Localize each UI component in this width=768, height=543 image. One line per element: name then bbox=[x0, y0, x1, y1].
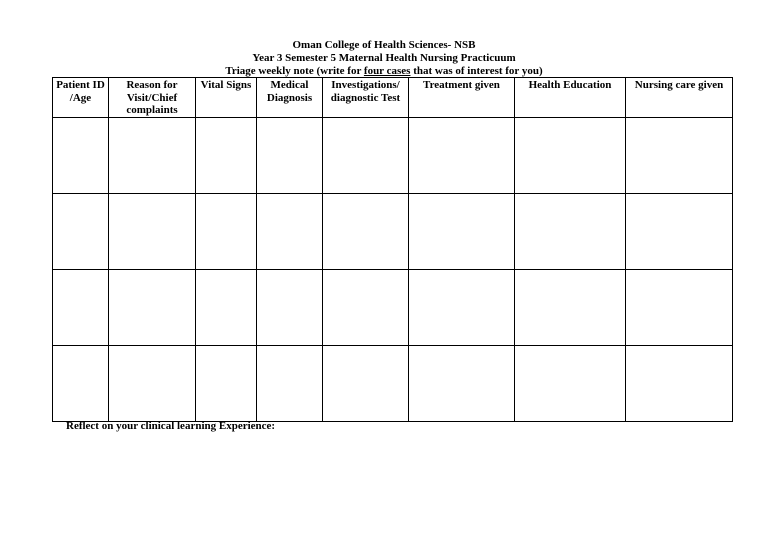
table-cell[interactable] bbox=[323, 118, 409, 194]
table-cell[interactable] bbox=[626, 194, 733, 270]
table-row bbox=[53, 270, 733, 346]
table-cell[interactable] bbox=[53, 118, 109, 194]
table-cell[interactable] bbox=[109, 194, 196, 270]
table-cell[interactable] bbox=[409, 118, 515, 194]
column-header-treatment: Treatment given bbox=[409, 78, 515, 118]
column-header-reason-for-visit: Reason for Visit/Chief complaints bbox=[109, 78, 196, 118]
table-header-row bbox=[53, 78, 733, 118]
column-header-vital-signs: Vital Signs bbox=[196, 78, 257, 118]
table-cell[interactable] bbox=[53, 194, 109, 270]
table-cell[interactable] bbox=[323, 346, 409, 422]
table-cell[interactable] bbox=[515, 270, 626, 346]
table-cell[interactable] bbox=[109, 118, 196, 194]
reflection-prompt: Reflect on your clinical learning Experience: bbox=[66, 420, 276, 432]
table-cell[interactable] bbox=[257, 194, 323, 270]
table-cell[interactable] bbox=[53, 346, 109, 422]
table-row bbox=[53, 118, 733, 194]
course-title: Year 3 Semester 5 Maternal Health Nursing Practicuum bbox=[252, 52, 516, 64]
table-cell[interactable] bbox=[515, 118, 626, 194]
instructions-underlined: four cases bbox=[363, 65, 411, 77]
table-cell[interactable] bbox=[626, 118, 733, 194]
table-cell[interactable] bbox=[626, 270, 733, 346]
table-cell[interactable] bbox=[109, 270, 196, 346]
table-cell[interactable] bbox=[196, 118, 257, 194]
table-cell[interactable] bbox=[53, 270, 109, 346]
table-cell[interactable] bbox=[257, 270, 323, 346]
table-cell[interactable] bbox=[196, 194, 257, 270]
table-cell[interactable] bbox=[409, 346, 515, 422]
triage-table bbox=[52, 77, 733, 422]
column-header-medical-diagnosis: Medical Diagnosis bbox=[257, 78, 323, 118]
instructions-suffix: that was of interest for you) bbox=[410, 65, 543, 77]
column-header-patient-id: Patient ID /Age bbox=[53, 78, 109, 118]
column-header-nursing-care: Nursing care given bbox=[626, 78, 733, 118]
table-row bbox=[53, 194, 733, 270]
table-cell[interactable] bbox=[196, 346, 257, 422]
table-cell[interactable] bbox=[323, 270, 409, 346]
table-cell[interactable] bbox=[515, 194, 626, 270]
table-cell[interactable] bbox=[626, 346, 733, 422]
column-header-investigations: Investigations/ diagnostic Test bbox=[323, 78, 409, 118]
table-cell[interactable] bbox=[109, 346, 196, 422]
table-cell[interactable] bbox=[196, 270, 257, 346]
table-row bbox=[53, 346, 733, 422]
instructions-prefix: Triage weekly note (write for bbox=[225, 65, 364, 77]
college-title: Oman College of Health Sciences- NSB bbox=[292, 39, 476, 51]
table-cell[interactable] bbox=[409, 270, 515, 346]
table-cell[interactable] bbox=[409, 194, 515, 270]
table-cell[interactable] bbox=[257, 118, 323, 194]
table-cell[interactable] bbox=[257, 346, 323, 422]
table-cell[interactable] bbox=[515, 346, 626, 422]
table-cell[interactable] bbox=[323, 194, 409, 270]
column-header-health-education: Health Education bbox=[515, 78, 626, 118]
